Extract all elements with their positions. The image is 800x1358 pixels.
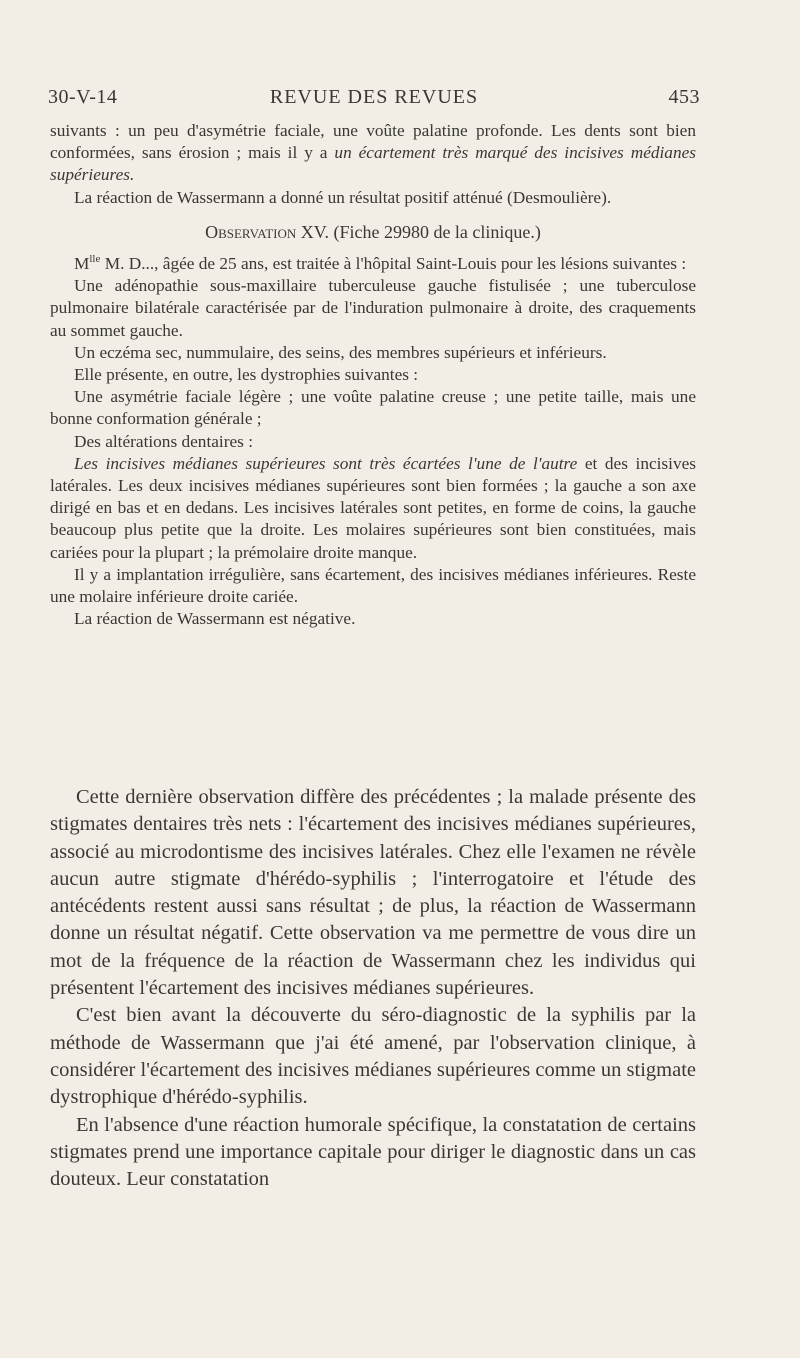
paragraph: Il y a implantation irrégulière, sans écartement, des incisives médianes inférieures. Reste une molaire inférieure droite cariée.	[50, 564, 696, 607]
paragraph: C'est bien avant la découverte du séro-diagnostic de la syphilis par la méthode de Wassermann que j'ai été amené, par l'observation clinique, à considérer l'écartement des incisives médianes supérieures comme un stigmate dystrophique d'hérédo-syphilis.	[50, 1004, 696, 1109]
paragraph-text: M	[74, 254, 90, 274]
paragraph: La réaction de Wassermann est négative.	[74, 609, 356, 629]
emphasis-text: Les incisives médianes supérieures sont très écartées l'une de l'autre	[74, 453, 578, 473]
paragraph: Cette dernière observation diffère des précédentes ; la malade présente des stigmates dentaires très nets : l'écartement des incisives médianes supérieures, associé au microdontisme des incisives latérales. Chez elle l'examen ne révèle aucun autre stigmate d'hérédo-syphilis ; l'interrogatoire et l'étude des antécédents restent aussi sans résultat ; de plus, la réaction de Wassermann donne un résultat négatif. Cette observation va me permettre de vous dire un mot de la fréquence de la réaction de Wassermann chez les individus qui présentent l'écartement des incisives médianes supérieures.	[50, 786, 696, 1000]
paragraph-text: M. D..., âgée de 25 ans, est traitée à l'hôpital Saint-Louis pour les lésions suivantes :	[104, 254, 687, 274]
journal-title: REVUE DES REVUES	[269, 86, 479, 108]
observation-block	[50, 120, 696, 630]
paragraph: En l'absence d'une réaction humorale spécifique, la constatation de certains stigmates prend une importance capitale pour diriger le diagnostic dans un cas douteux. Leur constatation	[50, 1113, 696, 1191]
paragraph: Une adénopathie sous-maxillaire tuberculeuse gauche fistulisée ; une tuberculose pulmonaire bilatérale caractérisée par de l'induration pulmonaire à droite, des craquements au sommet gauche.	[50, 276, 696, 340]
paragraph	[50, 453, 696, 564]
observation-reference: XV. (Fiche 29980 de la clinique.)	[300, 221, 541, 242]
observation-heading	[50, 221, 696, 243]
body-text	[50, 784, 696, 1193]
paragraph: La réaction de Wassermann a donné un résultat positif atténué (Desmoulière).	[74, 187, 612, 207]
emphasis-text: un écartement très marqué des incisives médianes supérieures.	[50, 143, 696, 185]
paragraph: Un eczéma sec, nummulaire, des seins, des membres supérieurs et inférieurs.	[74, 342, 607, 362]
paragraph	[50, 253, 696, 275]
header-date: 30-V-14	[48, 86, 118, 108]
paragraph-text: suivants : un peu d'asymétrie faciale, une voûte palatine profonde. Les dents sont bien conformées, sans érosion ; mais il y a	[50, 121, 696, 163]
observation-label: Observation	[205, 221, 297, 242]
paragraph: Des altérations dentaires :	[74, 431, 253, 451]
paragraph: Une asymétrie faciale légère ; une voûte palatine creuse ; une petite taille, mais une bonne conformation générale ;	[50, 387, 696, 429]
paragraph: Elle présente, en outre, les dystrophies suivantes :	[74, 365, 419, 385]
superscript: lle	[89, 253, 101, 266]
page-number: 453	[668, 86, 700, 108]
paragraph-text: et des incisives latérales. Les deux incisives médianes supérieures sont bien formées ; la gauche a son axe dirigé en bas et en dedans. Les incisives latérales sont petites, en forme de coins, la gauche beaucoup plus petite que la droite. Les molaires supérieures sont bien constituées, mais cariées pour la plupart ; la prémolaire droite manque.	[50, 453, 696, 562]
paragraph	[50, 120, 696, 187]
running-header	[48, 86, 700, 116]
